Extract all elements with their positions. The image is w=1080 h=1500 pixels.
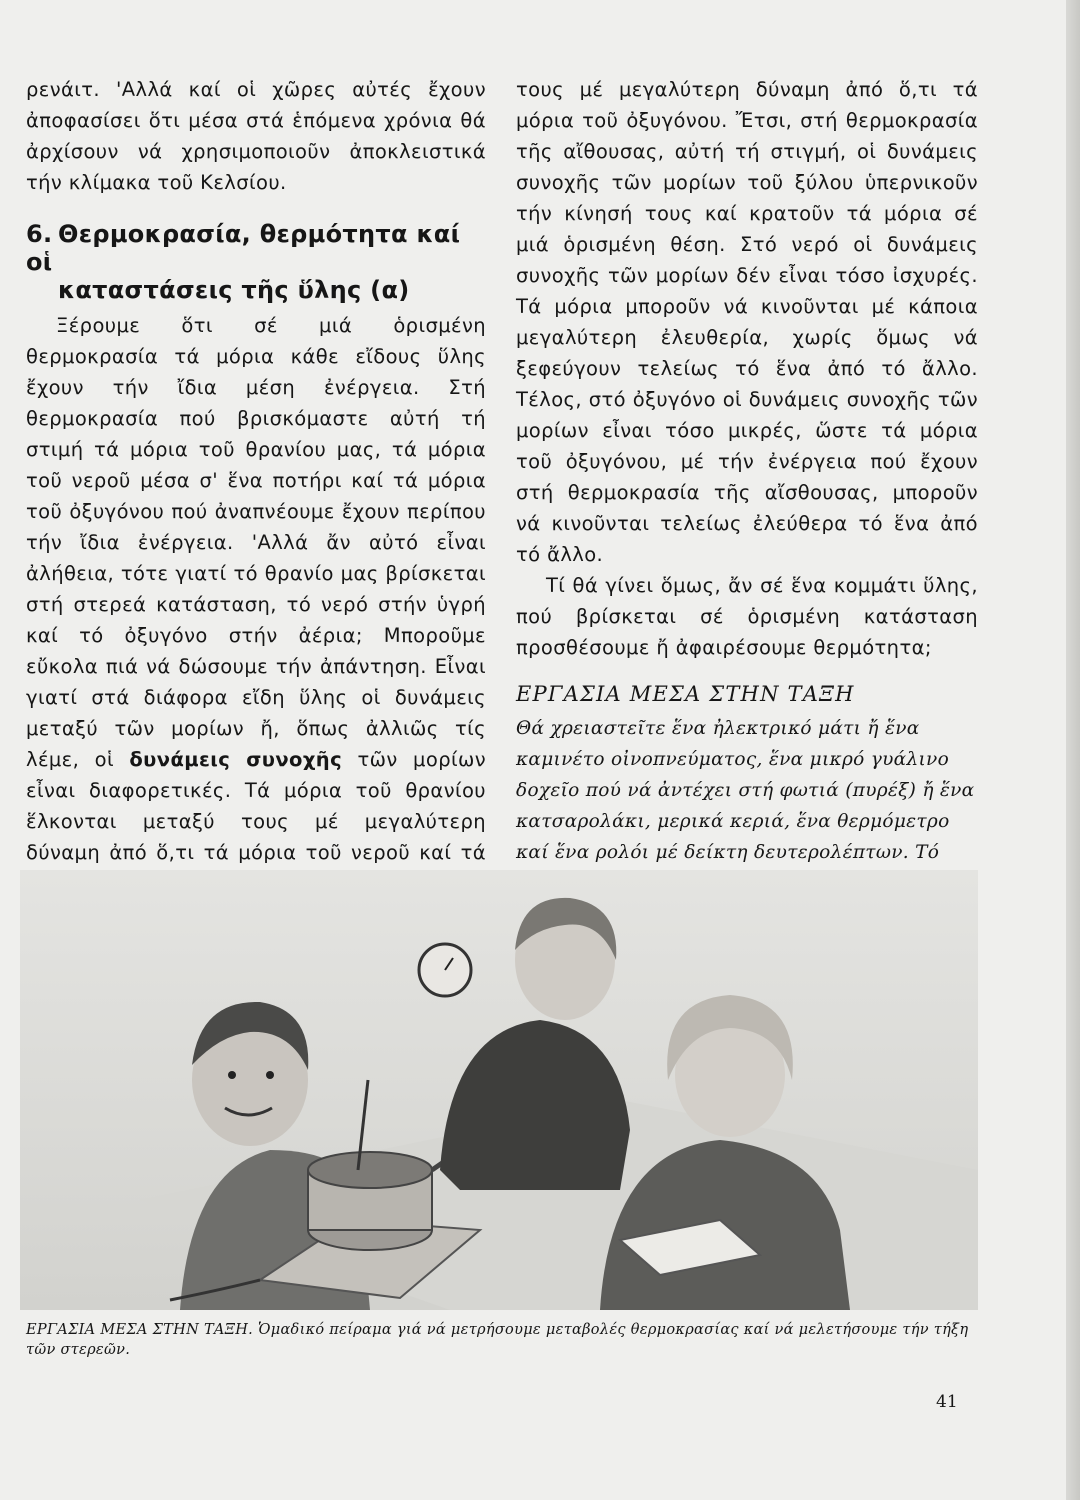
right-para-2: Τί θά γίνει ὅμως, ἄν σέ ἕνα κομμάτι ὕλης, πού βρίσκεται σέ ὁρισμένη κατάσταση προσθέσουμε ἤ ἀφαιρέσουμε θερμότητα; bbox=[516, 574, 978, 659]
right-column bbox=[516, 74, 978, 899]
figure-caption bbox=[26, 1320, 978, 1360]
left-para-2-start: Ξέρουμε ὅτι σέ μιά ὁρισμένη θερμοκρασία τά μόρια κάθε εἴδους ὕλης ἔχουν τήν ἴδια μέση ἐνέργεια. Στή θερμοκρασία πού βρισκόμαστε αὐτή τή στιμή τά μόρια τοῦ θρανίου μας, τά μόρια τοῦ νεροῦ μέσα σ' ἕνα ποτήρι καί τά μόρια τοῦ ὀξυγόνου πού ἀναπνέουμε ἔχουν περίπου τήν ἴδια ἐνέργεια. 'Αλλά ἄν αὐτό εἶναι ἀλήθεια, τότε γιατί τό θρανίο μας βρίσκεται στή στερεά κατάσταση, τό νερό στήν ὑγρή καί τό ὀξυγόνο στήν ἀέρια; Μποροῦμε εὔκολα πιά νά δώσουμε τήν ἀπάντηση. Εἶναι γιατί στά διάφορα εἴδη ὕλης οἱ δυνάμεις μεταξύ τῶν μορίων ἤ, ὅπως ἀλλιῶς τίς λέμε, οἱ bbox=[26, 314, 486, 771]
left-para-2 bbox=[26, 310, 486, 899]
left-column bbox=[26, 74, 486, 899]
right-para-1: τους μέ μεγαλύτερη δύναμη ἀπό ὅ,τι τά μόρια τοῦ ὀξυγόνου. Ἔτσι, στή θερμοκρασία τῆς αἴθουσας, αὐτή τή στιγμή, οἱ δυνάμεις συνοχῆς τῶν μορίων τοῦ ξύλου ὑπερνικοῦν τήν κίνησή τους καί κρατοῦν τά μόρια σέ μιά ὁρισμένη θέση. Στό νερό οἱ δυνάμεις συνοχῆς τῶν μορίων δέν εἶναι τόσο ἰσχυρές. Τά μόρια μποροῦν νά κινοῦνται μέ κάποια μεγαλύτερη ἐλευθερία, χωρίς ὅμως νά ξεφεύγουν τελείως τό ἕνα ἀπό τό ἄλλο. Τέλος, στό ὀξυγόνο οἱ δυνάμεις συνοχῆς τῶν μορίων εἶναι τόσο μικρές, ὥστε τά μόρια τοῦ ὀξυγόνου, μέ τήν ἐνέργεια πού ἔχουν στή θερμοκρασία τῆς αἴσθουσας, μποροῦν νά κινοῦνται τελείως ἐλεύθερα τό ἕνα ἀπό τό ἄλλο. bbox=[516, 78, 978, 566]
exercise-text: Θά χρειαστεῖτε ἕνα ἠλεκτρικό μάτι ἤ ἕνα καμινέτο οἰνοπνεύματος, ἕνα μικρό γυάλινο δοχεῖο πού νά ἀντέχει στή φωτιά (πυρέξ) ἤ ἕνα κατσαρολάκι, μερικά κεριά, ἕνα θερμόμετρο καί ἕνα ρολόι μέ δείκτη δευτερολέπτων. Τό bbox=[516, 718, 975, 863]
section-number: 6. bbox=[26, 220, 53, 248]
exercise-title: ΕΡΓΑΣΙΑ ΜΕΣΑ ΣΤΗΝ ΤΑΞΗ bbox=[516, 682, 855, 706]
page-number: 41 bbox=[936, 1392, 958, 1412]
section-title-line-2: καταστάσεις τῆς ὕλης (α) bbox=[58, 276, 410, 304]
page-edge bbox=[1066, 0, 1080, 1500]
caption-text: Ὁμαδικό πείραμα γιά νά μετρήσουμε μεταβολές θερμοκρασίας καί νά μελετήσουμε τήν τήξη τῶν στερεῶν. bbox=[26, 1322, 969, 1358]
left-para-1: ρενάιτ. 'Αλλά καί οἱ χῶρες αὐτές ἔχουν ἀποφασίσει ὅτι μέσα στά ἑπόμενα χρόνια θά ἀρχίσουν νά χρησιμοποιοῦν ἀποκλειστικά τήν κλίμακα τοῦ Κελσίου. bbox=[26, 78, 486, 194]
section-heading bbox=[26, 220, 486, 304]
section-title-line-1: Θερμοκρασία, θερμότητα καί οἱ bbox=[26, 220, 461, 276]
caption-lead: ΕΡΓΑΣΙΑ ΜΕΣΑ ΣΤΗΝ ΤΑΞΗ. bbox=[26, 1322, 254, 1338]
left-para-2-end: τῶν μορίων εἶναι διαφορετικές. Τά μόρια τοῦ θρανίου ἕλκονται μεταξύ τους μέ μεγαλύτερη δύναμη ἀπό ὅ,τι τά μόρια τοῦ νεροῦ καί τά bbox=[26, 748, 486, 864]
cohesion-forces-term: δυνάμεις συνοχῆς bbox=[129, 748, 343, 771]
classroom-experiment-illustration bbox=[20, 870, 978, 1310]
